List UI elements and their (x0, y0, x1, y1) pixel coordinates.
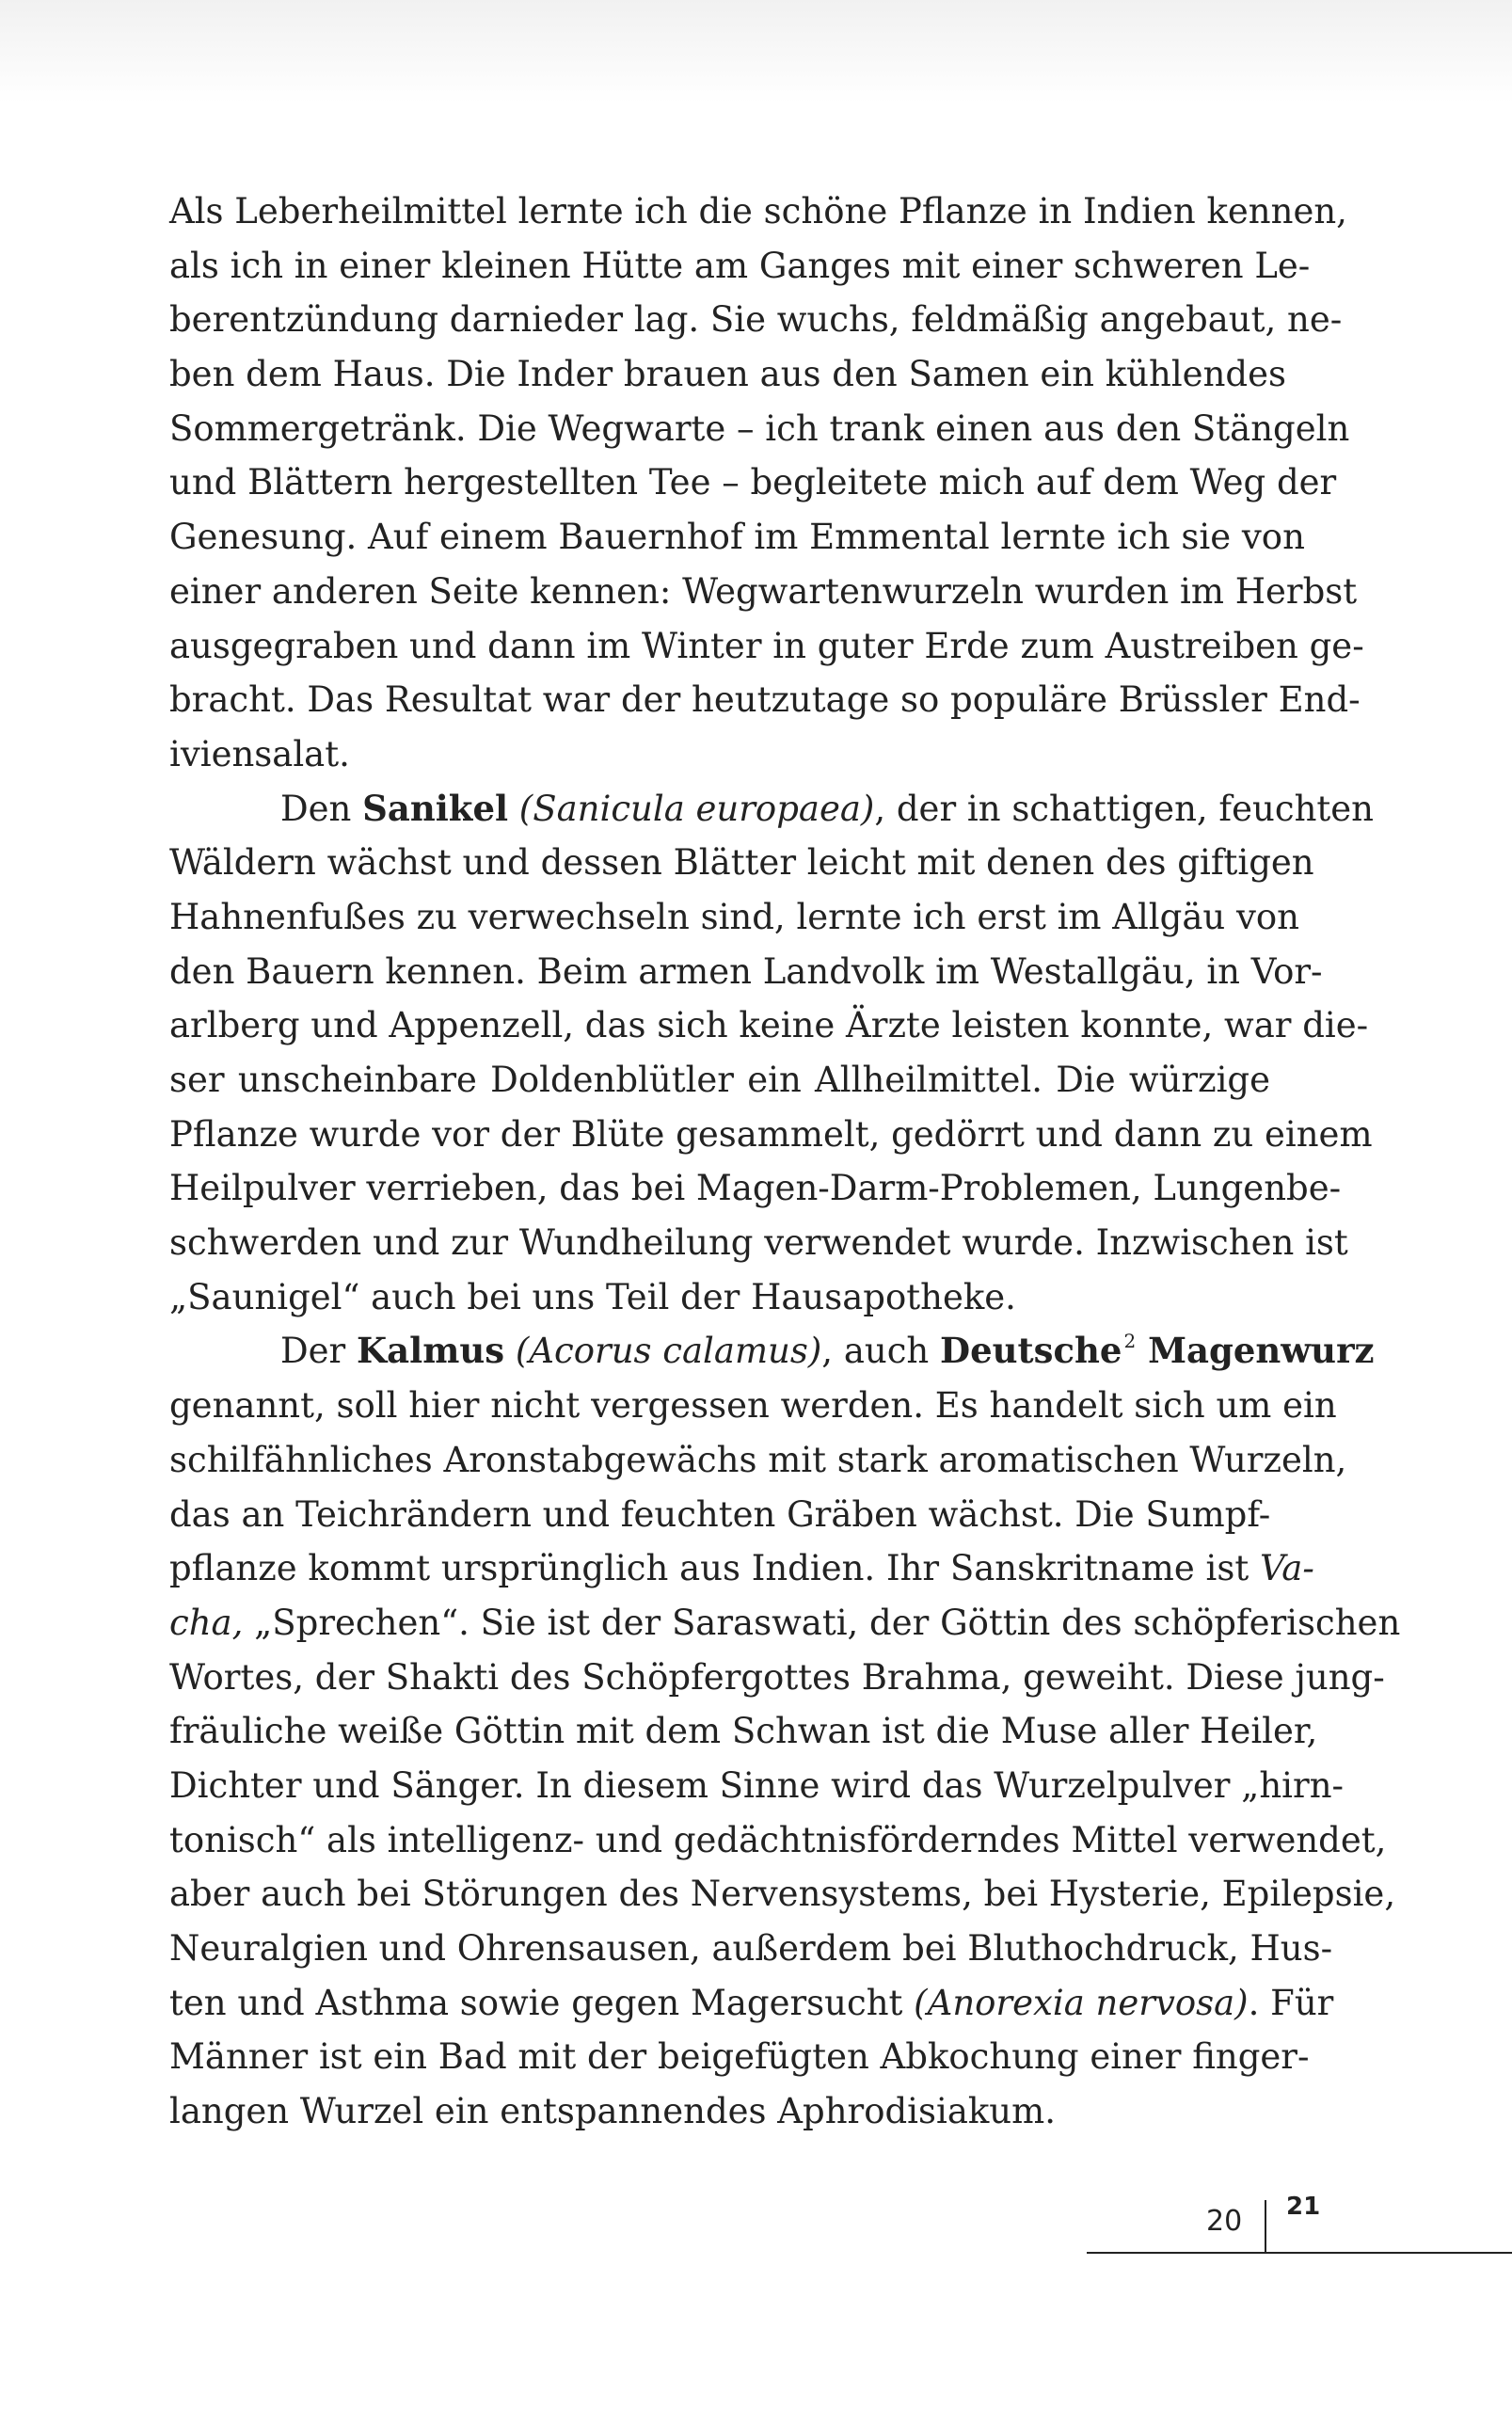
page-number-right: 21 (1286, 2193, 1321, 2221)
text-run: , auch (821, 1331, 941, 1372)
text-line: schwerden und zur Wundheilung verwendet wurde. Inzwischen ist (169, 1222, 1348, 1264)
text-line: bracht. Das Resultat war der heutzutage so populäre Brüssler End- (169, 679, 1361, 721)
text-line: Wortes, der Shakti des Schöpfergottes Brahma, geweiht. Diese jung- (169, 1656, 1385, 1698)
text-line: Heilpulver verrieben, das bei Magen-Darm-Problemen, Lungenbe- (169, 1168, 1342, 1209)
text-line: fräuliche weiße Göttin mit dem Schwan ist die Muse aller Heiler, (169, 1711, 1318, 1752)
plant-name-magenwurz: Magenwurz (1136, 1330, 1375, 1372)
text-line: Dichter und Sänger. In diesem Sinne wird das Wurzelpulver „hirn- (169, 1764, 1345, 1806)
footer-divider (1265, 2200, 1266, 2252)
text-run: „Sprechen“. Sie ist der Saraswati, der Göttin des schöpferischen (243, 1602, 1401, 1643)
text-line: Pflanze wurde vor der Blüte gesammelt, gedörrt und dann zu einem (169, 1113, 1373, 1155)
plant-name-sanikel: Sanikel (362, 787, 509, 829)
text-line: arlberg und Appenzell, das sich keine Ärzte leisten konnte, war die- (169, 1005, 1369, 1046)
text-run: . Für (1248, 1982, 1334, 2023)
text-line: Sommergetränk. Die Wegwarte – ich trank einen aus den Stängeln (169, 407, 1350, 449)
text-run: Der (280, 1331, 358, 1372)
text-line: Genesung. Auf einem Bauernhof im Emmental lernte ich sie von (169, 517, 1305, 558)
text-line (169, 782, 1374, 837)
text-line: genannt, soll hier nicht vergessen werden. Es handelt sich um ein (169, 1385, 1337, 1427)
page-number-left: 20 (1206, 2205, 1243, 2238)
text-line: und Blättern hergestellten Tee – begleitete mich auf dem Weg der (169, 462, 1337, 503)
text-line: einer anderen Seite kennen: Wegwartenwurzeln wurden im Herbst (169, 570, 1358, 612)
text-run: , der in schattigen, feuchten (874, 788, 1374, 829)
plant-name-deutsche: Deutsche (940, 1330, 1122, 1372)
text-line: ben dem Haus. Die Inder brauen aus den Samen ein kühlendes (169, 354, 1286, 395)
text-line: Männer ist ein Bad mit der beigefügten Abkochung einer finger- (169, 2036, 1310, 2078)
text-line (169, 1596, 1401, 1651)
sanskrit-name: cha, (169, 1602, 244, 1643)
text-line (169, 1324, 1375, 1379)
page-top-shade (0, 0, 1512, 104)
latin-name: (Sanicula europaea) (508, 788, 875, 829)
text-line: Wäldern wächst und dessen Blätter leicht mit denen des giftigen (169, 842, 1314, 884)
text-line: schilfähnliches Aronstabgewächs mit stark aromatischen Wurzeln, (169, 1439, 1347, 1480)
body-text (169, 184, 1401, 2139)
text-line: tonisch“ als intelligenz- und gedächtnisförderndes Mittel verwendet, (169, 1819, 1387, 1860)
text-line: das an Teichrändern und feuchten Gräben wächst. Die Sumpf- (169, 1493, 1271, 1535)
plant-name-kalmus: Kalmus (357, 1330, 505, 1372)
text-line: Neuralgien und Ohrensausen, außerdem bei Bluthochdruck, Hus- (169, 1928, 1333, 1969)
text-line: Als Leberheilmittel lernte ich die schöne Pflanze in Indien kennen, (169, 191, 1347, 231)
footnote-marker: 2 (1123, 1330, 1137, 1353)
text-line: „Saunigel“ auch bei uns Teil der Hausapotheke. (169, 1276, 1016, 1317)
text-line: als ich in einer kleinen Hütte am Ganges mit einer schweren Le- (169, 245, 1311, 286)
text-line: aber auch bei Störungen des Nervensystems, bei Hysterie, Epilepsie, (169, 1874, 1396, 1915)
latin-name: (Anorexia nervosa) (914, 1982, 1249, 2023)
text-line: iviensalat. (169, 733, 350, 774)
latin-name: (Acorus calamus) (504, 1331, 822, 1372)
text-line: ser unscheinbare Doldenblütler ein Allheilmittel. Die würzige (169, 1060, 1270, 1100)
text-line: ausgegraben und dann im Winter in guter Erde zum Austreiben ge- (169, 625, 1364, 666)
text-line: den Bauern kennen. Beim armen Landvolk im Westallgäu, in Vor- (169, 950, 1323, 992)
text-run: ten und Asthma sowie gegen Magersucht (169, 1982, 915, 2023)
text-run: Den (280, 788, 363, 829)
sanskrit-name: Va- (1259, 1548, 1314, 1589)
text-run: pflanze kommt ursprünglich aus Indien. Ihr Sanskritname ist (169, 1548, 1260, 1589)
text-line: Hahnenfußes zu verwechseln sind, lernte ich erst im Allgäu von (169, 896, 1299, 937)
footer-rule (1087, 2252, 1512, 2254)
text-line: berentzündung darnieder lag. Sie wuchs, feldmäßig angebaut, ne- (169, 299, 1343, 341)
text-line (169, 1541, 1314, 1596)
text-line (169, 1976, 1334, 2031)
text-line: langen Wurzel ein entspannendes Aphrodisiakum. (169, 2091, 1056, 2132)
